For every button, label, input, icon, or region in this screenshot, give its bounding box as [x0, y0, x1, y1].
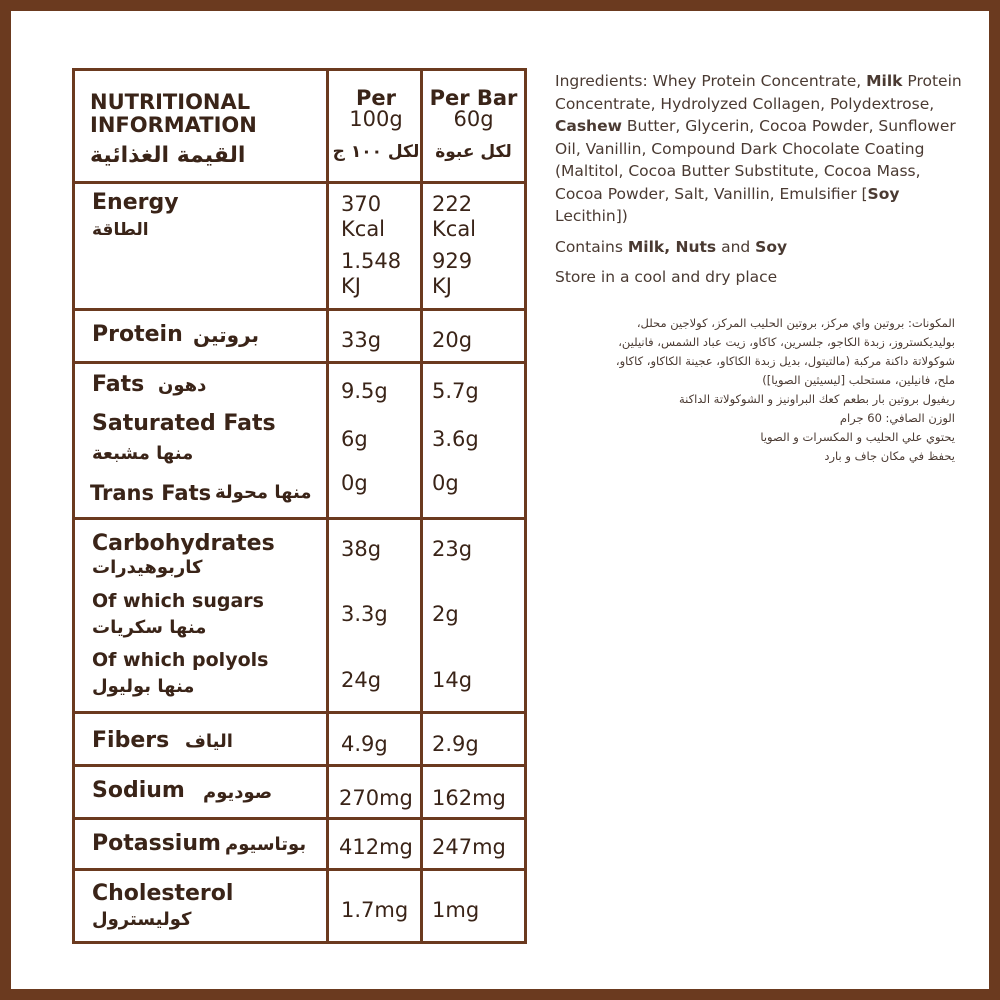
row-divider — [75, 711, 524, 714]
table-title-line1: NUTRITIONAL — [90, 90, 251, 114]
row-divider — [75, 181, 524, 184]
nutrition-table — [72, 68, 527, 944]
column-divider-2 — [420, 71, 423, 941]
trans-fats-label: Trans Fats — [90, 481, 212, 505]
carbohydrates-label-arabic: كاربوهيدرات — [92, 557, 203, 578]
row-divider — [75, 868, 524, 871]
polyols-label: Of which polyols — [92, 649, 269, 671]
energy-per100-kcal-value: 370 — [341, 192, 382, 216]
col1-header-arabic: لكل ١٠٠ ج — [332, 142, 420, 162]
row-divider — [75, 817, 524, 820]
cholesterol-label: Cholesterol — [92, 881, 234, 906]
column-divider-1 — [326, 71, 329, 941]
fats-perbar-value: 5.7g — [432, 379, 479, 403]
trans-perbar-value: 0g — [432, 471, 459, 495]
arabic-line: ريفيول بروتين بار بطعم كعك البراونيز و الشوكولاتة الداكنة — [678, 392, 955, 406]
arabic-line: شوكولاتة داكنة مركبة (مالتيتول، بديل زبدة الكاكاو، عجينة الكاكاو، كاكاو، — [615, 354, 955, 368]
polyols-perbar-value: 14g — [432, 668, 473, 692]
carbs-perbar-value: 23g — [432, 537, 473, 561]
allergen-milk: Milk — [866, 72, 903, 90]
sugars-perbar-value: 2g — [432, 602, 459, 626]
energy-perbar-kcal-value: 222 — [432, 192, 473, 216]
row-divider — [75, 308, 524, 311]
arabic-line: بوليديكستروز، زبدة الكاجو، جلسرين، كاكاو، زيت عباد الشمس، فانيلين، — [618, 335, 955, 349]
row-divider — [75, 361, 524, 364]
sodium-per100-value: 270mg — [339, 786, 413, 810]
protein-label-arabic: بروتين — [193, 323, 260, 347]
energy-label: Energy — [92, 190, 179, 215]
allergen-statement: Contains Milk, Nuts and Soy — [555, 237, 788, 256]
cholesterol-perbar-value: 1mg — [432, 898, 480, 922]
arabic-line: يحفظ في مكان جاف و بارد — [824, 449, 955, 463]
ingredients-panel — [555, 70, 965, 297]
energy-per100-kj-unit: KJ — [341, 274, 361, 298]
fibers-perbar-value: 2.9g — [432, 732, 479, 756]
saturated-fats-label: Saturated Fats — [92, 411, 276, 436]
protein-per100-value: 33g — [341, 328, 382, 352]
fats-label: Fats — [92, 372, 145, 397]
protein-perbar-value: 20g — [432, 328, 473, 352]
col2-header-line1: Per Bar — [429, 86, 518, 110]
saturated-fats-label-arabic: منها مشبعة — [92, 443, 194, 464]
allergen-soy: Soy — [867, 184, 900, 203]
protein-label: Protein — [92, 322, 183, 347]
col2-header-line2: 60g — [453, 107, 494, 131]
trans-per100-value: 0g — [341, 471, 368, 495]
carbs-per100-value: 38g — [341, 537, 382, 561]
trans-fats-label-arabic: منها محولة — [215, 482, 312, 503]
col2-header-arabic: لكل عبوة — [435, 142, 512, 162]
energy-per100-kcal-unit: Kcal — [341, 217, 386, 241]
ingredients-text: Ingredients: Whey Protein Concentrate, Milk Protein Concentrate, Hydrolyzed Collagen, Polydextrose, Cashew Butter, Glycerin, Cocoa Powder, Sunflower Oil, Vanillin, Compound Dark Chocolate Coating (Maltitol, Cocoa Butter Substitute, Cocoa Mass, Cocoa Powder, Salt, Vanillin, Emulsifier [Soy Lecithin]) — [555, 72, 962, 225]
table-title-arabic: القيمة الغذائية — [90, 143, 246, 168]
polyols-label-arabic: منها بوليول — [92, 676, 195, 697]
cholesterol-per100-value: 1.7mg — [341, 898, 409, 922]
arabic-line: ملح، فانيلين، مستحلب [ليسيثين الصويا]) — [762, 373, 955, 387]
saturated-perbar-value: 3.6g — [432, 427, 479, 451]
potassium-perbar-value: 247mg — [432, 835, 506, 859]
saturated-per100-value: 6g — [341, 427, 368, 451]
energy-perbar-kj-value: 929 — [432, 249, 473, 273]
fibers-label: Fibers — [92, 728, 170, 753]
sugars-label-arabic: منها سكريات — [92, 617, 207, 638]
storage-instructions: Store in a cool and dry place — [555, 268, 778, 286]
row-divider — [75, 764, 524, 767]
potassium-label: Potassium — [92, 831, 221, 856]
col1-header-line2: 100g — [349, 107, 403, 131]
fibers-label-arabic: الياف — [185, 731, 233, 752]
fats-label-arabic: دهون — [158, 375, 207, 396]
energy-per100-kj-value: 1.548 — [341, 249, 402, 273]
sodium-label: Sodium — [92, 778, 185, 803]
potassium-per100-value: 412mg — [339, 835, 413, 859]
cholesterol-label-arabic: كوليسترول — [92, 909, 192, 930]
sugars-per100-value: 3.3g — [341, 602, 388, 626]
sodium-perbar-value: 162mg — [432, 786, 506, 810]
allergen-cashew: Cashew — [555, 117, 622, 135]
fibers-per100-value: 4.9g — [341, 732, 388, 756]
potassium-label-arabic: بوتاسيوم — [225, 834, 307, 855]
arabic-ingredients-panel — [590, 314, 955, 466]
arabic-line: الوزن الصافي: 60 جرام — [839, 411, 955, 425]
arabic-line: المكونات: بروتين واي مركز، بروتين الحليب المركز، كولاجين محلل، — [636, 316, 955, 330]
fats-per100-value: 9.5g — [341, 379, 388, 403]
row-divider — [75, 517, 524, 520]
col1-header-line1: Per — [356, 86, 396, 110]
carbohydrates-label: Carbohydrates — [92, 531, 275, 556]
sugars-label: Of which sugars — [92, 590, 264, 612]
energy-label-arabic: الطاقة — [92, 220, 149, 240]
arabic-line: يحتوي علي الحليب و المكسرات و الصويا — [760, 430, 955, 444]
polyols-per100-value: 24g — [341, 668, 382, 692]
energy-perbar-kcal-unit: Kcal — [432, 217, 477, 241]
sodium-label-arabic: صوديوم — [203, 782, 273, 803]
energy-perbar-kj-unit: KJ — [432, 274, 452, 298]
table-title-line2: INFORMATION — [90, 113, 257, 137]
